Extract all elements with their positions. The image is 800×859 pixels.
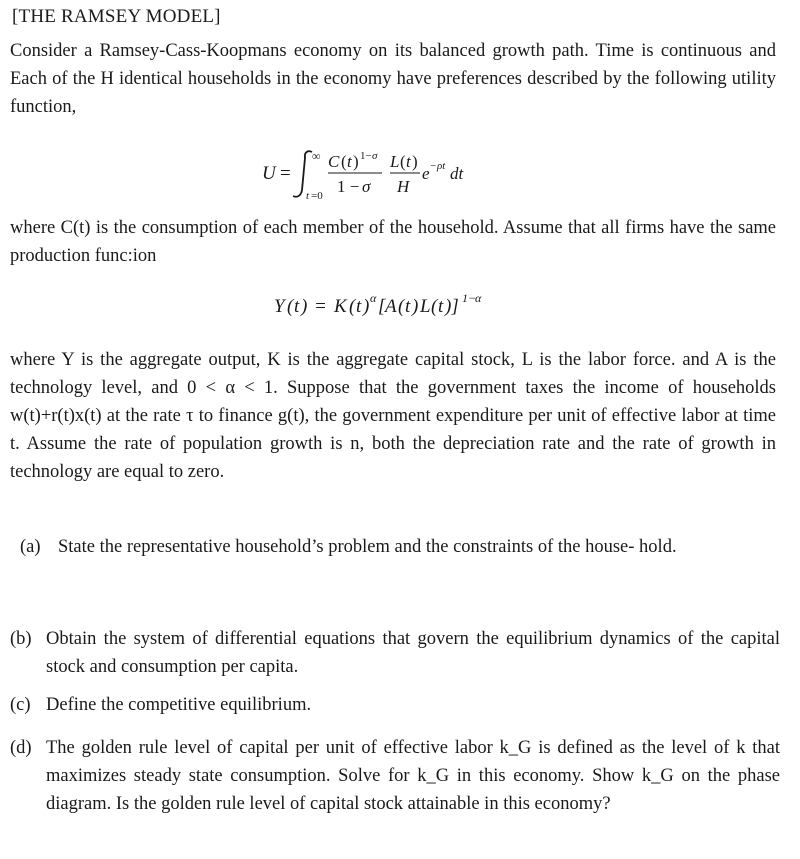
question-label: (a) <box>20 537 41 557</box>
svg-text:t: t <box>356 296 362 317</box>
svg-text:σ: σ <box>372 150 378 162</box>
svg-text:t: t <box>306 190 310 202</box>
svg-text:t: t <box>438 296 444 317</box>
svg-text:(: ( <box>400 152 406 171</box>
svg-text:): ) <box>301 296 308 317</box>
svg-text:(: ( <box>398 296 405 317</box>
svg-text:): ) <box>353 152 359 171</box>
svg-text:t: t <box>294 296 300 317</box>
svg-text:=: = <box>314 296 327 317</box>
intro-paragraph: Consider a Ramsey-Cass-Koopmans economy on its balanced growth path. Time is continuous and Each of the H identical households in the economy have preferences described by the following utility function, <box>10 41 776 117</box>
model-description-paragraph: where Y is the aggregate output, K is the aggregate capital stock, L is the labor force. and A is the technology level, and 0 < α < 1. Suppose that the government taxes the income of households w(t)+r(t)x(t) at the rate τ to finance g(t), the government expenditure per unit of effective labor at time t. Assume the rate of population growth is n, both the depreciation rate and the rate of growth in technology are equal to zero. <box>10 350 776 482</box>
svg-text:): ) <box>412 152 418 171</box>
svg-text:t: t <box>406 152 411 171</box>
question-item-b <box>10 625 780 681</box>
question-text: Obtain the system of differential equations that govern the equilibrium dynamics of the capital stock and consumption per capita. <box>46 629 780 677</box>
svg-text:): ) <box>363 296 370 317</box>
question-label: (d) <box>10 738 32 758</box>
svg-text:L: L <box>390 152 400 171</box>
question-text: State the representative household’s problem and the constraints of the house- hold. <box>58 537 677 557</box>
svg-text:ρt: ρt <box>437 160 446 172</box>
question-label: (c) <box>10 695 31 715</box>
svg-text:t: t <box>347 152 352 171</box>
svg-text:(: ( <box>341 152 347 171</box>
svg-text:α: α <box>370 291 377 305</box>
svg-text:[: [ <box>378 296 386 317</box>
svg-text:C: C <box>328 152 340 171</box>
svg-text:t: t <box>405 296 411 317</box>
svg-text:−: − <box>430 160 437 172</box>
svg-text:1 −: 1 − <box>337 177 360 196</box>
svg-text:=: = <box>280 163 291 184</box>
question-item-a <box>20 533 780 561</box>
svg-text:e: e <box>422 164 430 183</box>
svg-text:Y: Y <box>274 296 285 317</box>
svg-text:σ: σ <box>362 177 371 196</box>
svg-text:L: L <box>420 296 431 317</box>
svg-text:dt: dt <box>450 164 464 183</box>
question-item-c <box>10 691 780 719</box>
question-text: Define the competitive equilibrium. <box>46 695 312 715</box>
svg-text:(: ( <box>349 296 356 317</box>
svg-text:1−: 1− <box>360 150 372 162</box>
consumption-paragraph: where C(t) is the consumption of each member of the household. Assume that all firms have the same production func:ion <box>10 218 776 266</box>
svg-text:): ) <box>412 296 419 317</box>
svg-text:∞: ∞ <box>312 149 321 163</box>
svg-text:U: U <box>262 163 276 184</box>
question-text: The golden rule level of capital per unit of effective labor k_G is defined as the level of k that maximizes steady state consumption. Solve for k_G in this economy. Show k_G on the phase diagram. Is the golden rule level of capital stock attainable in this economy? <box>46 738 780 814</box>
svg-text:(: ( <box>431 296 438 317</box>
svg-text:α: α <box>475 291 482 305</box>
svg-text:1−: 1− <box>462 291 477 305</box>
svg-text:(: ( <box>287 296 294 317</box>
question-item-d <box>10 734 780 818</box>
svg-text:H: H <box>397 177 410 196</box>
svg-text:=0: =0 <box>311 190 323 202</box>
svg-text:A: A <box>385 296 397 317</box>
section-heading: [THE RAMSEY MODEL] <box>12 6 221 27</box>
svg-text:)]: )] <box>445 296 459 317</box>
question-label: (b) <box>10 629 32 649</box>
svg-text:K: K <box>334 296 347 317</box>
